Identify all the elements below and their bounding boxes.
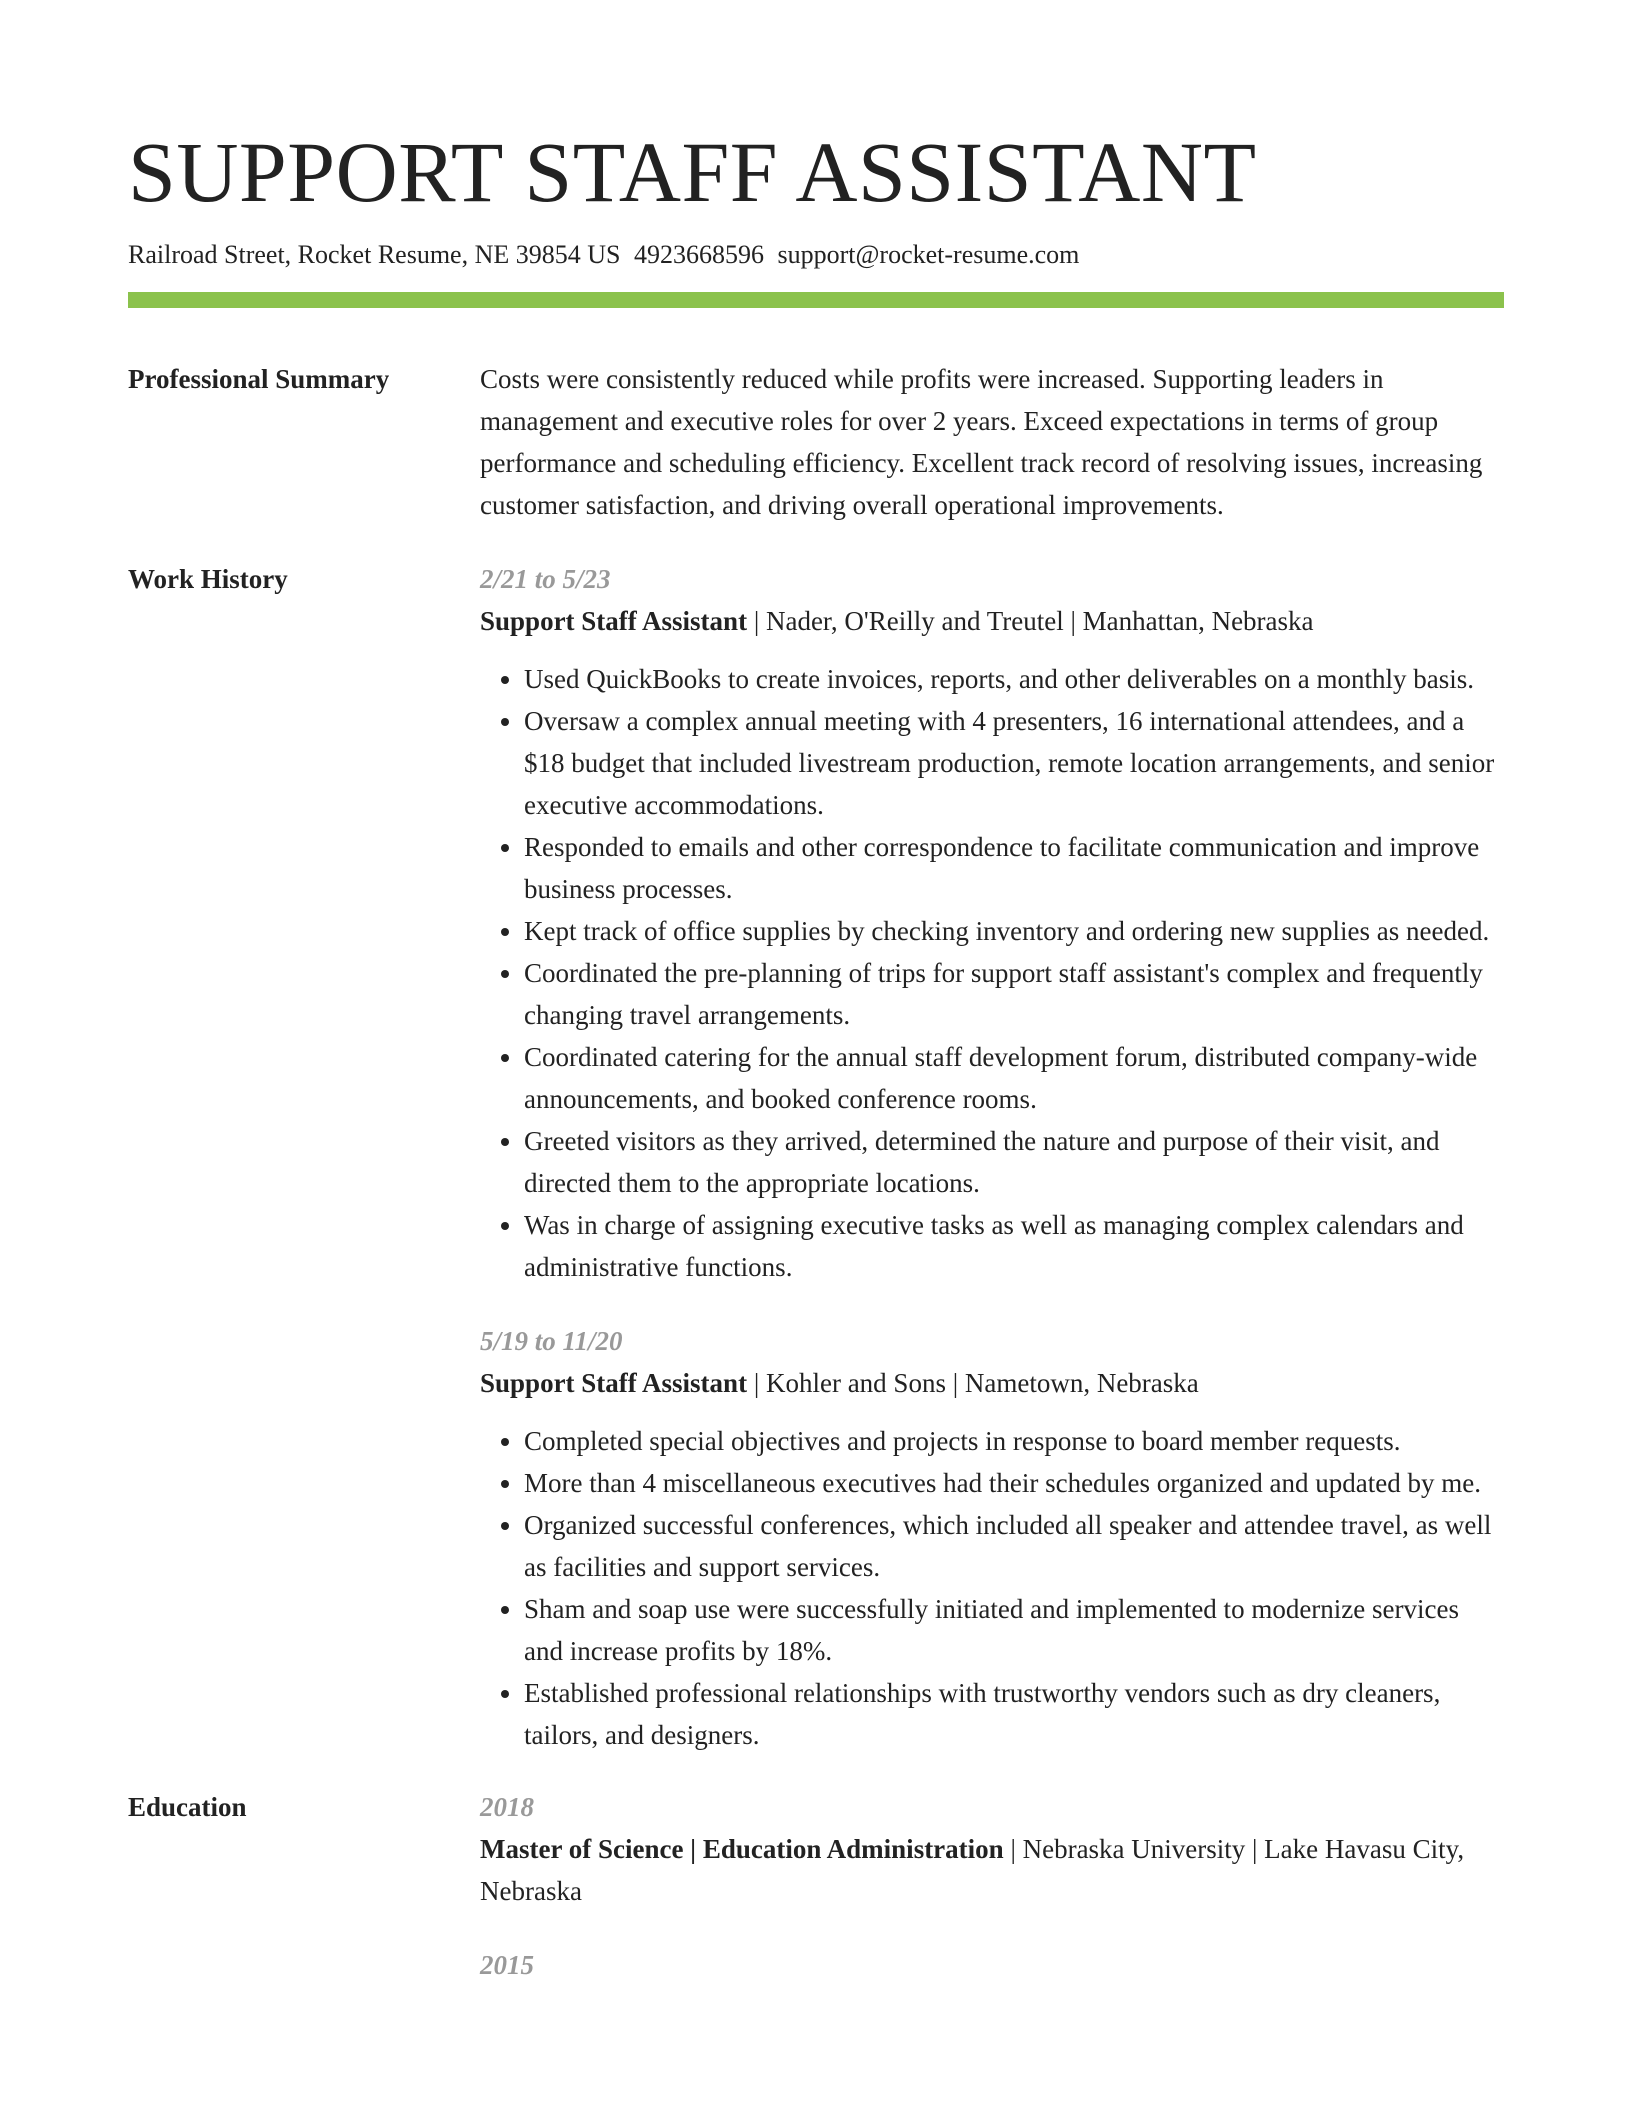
job-title: Support Staff Assistant (480, 606, 748, 636)
job-role (480, 600, 1504, 642)
job-role (480, 1362, 1504, 1404)
job-bullet: • Organized successful conferences, which included all speaker and attendee travel, as well as facilities and support services. (524, 1504, 1504, 1588)
job-dates: 5/19 to 11/20 (480, 1326, 623, 1356)
education-year: 2015 (480, 1950, 534, 1980)
job-bullet: • Established professional relationships with trustworthy vendors such as dry cleaners, tailors, and designers. (524, 1672, 1504, 1756)
education-body (480, 1786, 1504, 1986)
contact-phone: 4923668596 (633, 240, 764, 269)
work-history-heading: Work History (128, 564, 288, 594)
job-entry (480, 558, 1504, 1288)
job-bullet: • Oversaw a complex annual meeting with 4 presenters, 16 international attendees, and a $18 budget that included livestream production, remote location arrangements, and senior executive accommodations. (524, 700, 1504, 826)
contact-line (128, 238, 1504, 272)
job-entry (480, 1320, 1504, 1756)
job-bullet: • Sham and soap use were successfully initiated and implemented to modernize services and increase profits by 18%. (524, 1588, 1504, 1672)
job-bullet: • Completed special objectives and projects in response to board member requests. (524, 1420, 1504, 1462)
education-degree-line (480, 1828, 1504, 1912)
contact-address: Railroad Street, Rocket Resume, NE 39854 US (128, 240, 621, 269)
work-history-body (480, 558, 1504, 1756)
job-title: Support Staff Assistant (480, 1368, 748, 1398)
job-details: | Kohler and Sons | Nametown, Nebraska (747, 1368, 1199, 1398)
job-bullet: • Greeted visitors as they arrived, determined the nature and purpose of their visit, and directed them to the appropriate locations. (524, 1120, 1504, 1204)
education-section (128, 1786, 1504, 1986)
job-dates: 2/21 to 5/23 (480, 564, 611, 594)
header-divider (128, 292, 1504, 308)
contact-email: support@rocket-resume.com (777, 240, 1080, 269)
education-heading: Education (128, 1792, 247, 1822)
resume-page (128, 118, 1504, 1986)
resume-name: SUPPORT STAFF ASSISTANT (128, 124, 1257, 220)
education-degree: Master of Science | Education Administration (480, 1834, 1004, 1864)
job-bullet: • Responded to emails and other correspondence to facilitate communication and improve business processes. (524, 826, 1504, 910)
education-year: 2018 (480, 1792, 534, 1822)
job-bullet: • Was in charge of assigning executive tasks as well as managing complex calendars and administrative functions. (524, 1204, 1504, 1288)
summary-heading: Professional Summary (128, 364, 390, 394)
summary-section (128, 358, 1504, 526)
job-bullet: • Coordinated the pre-planning of trips for support staff assistant's complex and frequently changing travel arrangements. (524, 952, 1504, 1036)
job-bullets (480, 1420, 1504, 1756)
work-history-section (128, 558, 1504, 1756)
education-entry (480, 1786, 1504, 1912)
job-bullet: • Used QuickBooks to create invoices, reports, and other deliverables on a monthly basis. (524, 658, 1504, 700)
job-bullet: • Coordinated catering for the annual staff development forum, distributed company-wide announcements, and booked conference rooms. (524, 1036, 1504, 1120)
education-details: | Nebraska University | Lake Havasu City, Nebraska (480, 1834, 1465, 1906)
job-bullet: • Kept track of office supplies by checking inventory and ordering new supplies as needed. (524, 910, 1504, 952)
education-entry (480, 1944, 1504, 1986)
summary-text: Costs were consistently reduced while profits were increased. Supporting leaders in management and executive roles for over 2 years. Exceed expectations in terms of group performance and scheduling efficiency. Excellent track record of resolving issues, increasing customer satisfaction, and driving overall operational improvements. (480, 364, 1483, 520)
job-bullets (480, 658, 1504, 1288)
job-details: | Nader, O'Reilly and Treutel | Manhattan, Nebraska (747, 606, 1314, 636)
job-bullet: • More than 4 miscellaneous executives had their schedules organized and updated by me. (524, 1462, 1504, 1504)
